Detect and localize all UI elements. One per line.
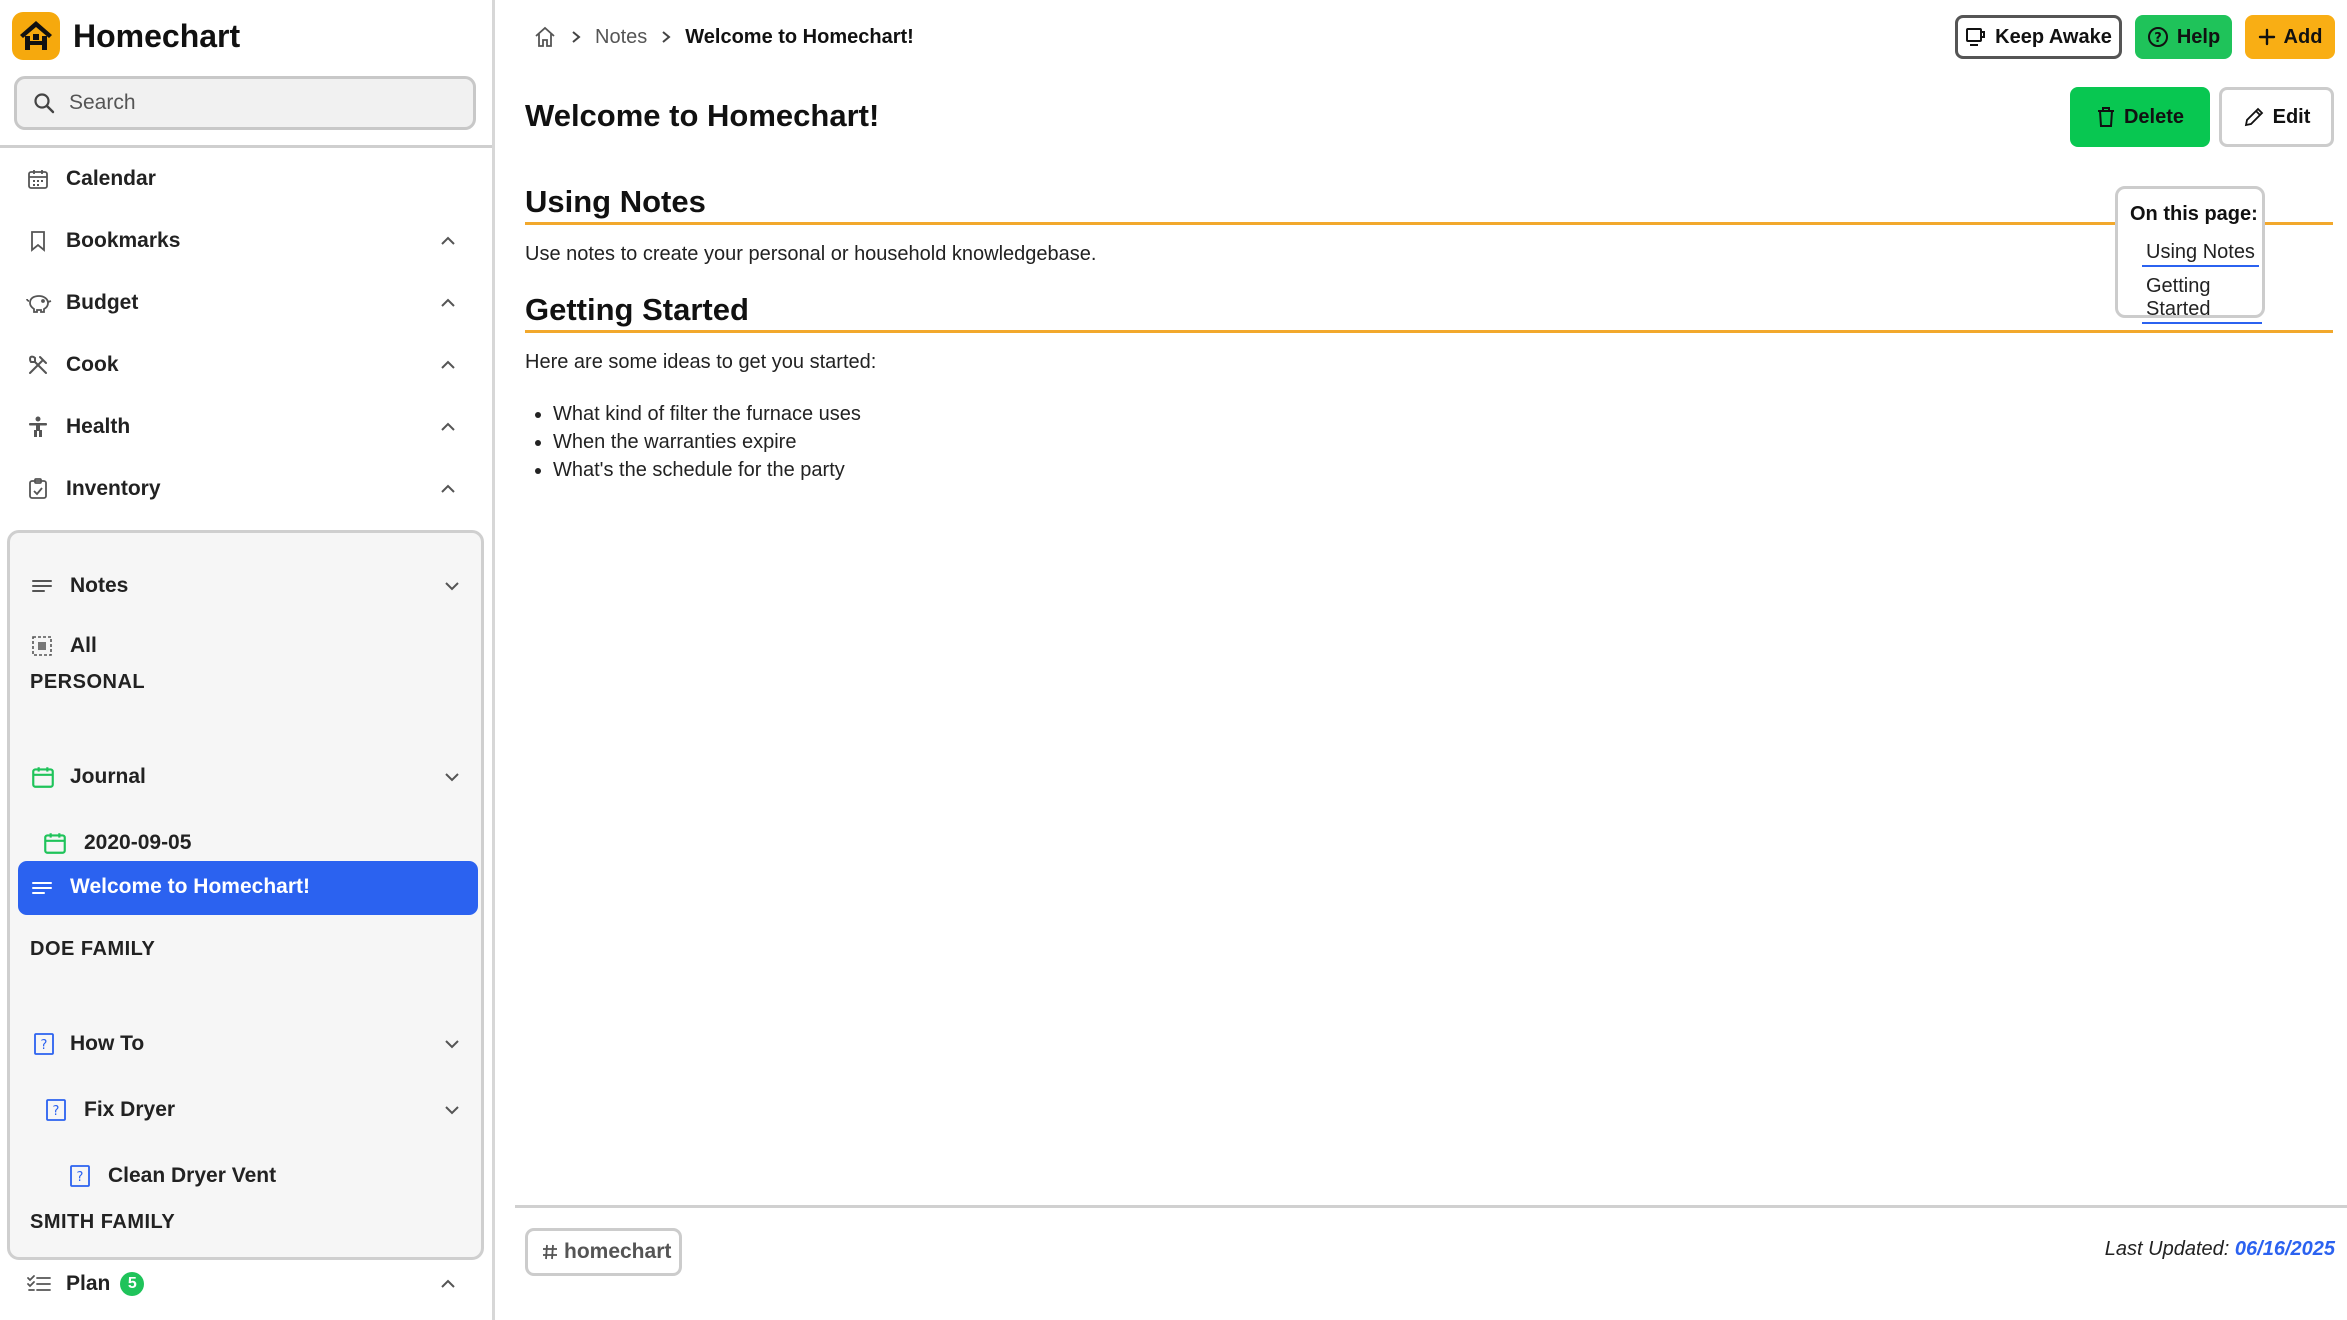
chevron-down-icon[interactable] xyxy=(442,767,462,787)
on-this-page-panel xyxy=(2115,186,2265,318)
lines-icon xyxy=(30,574,54,598)
delete-button[interactable] xyxy=(2070,87,2210,147)
sidebar-item-plan[interactable] xyxy=(0,1255,492,1313)
lines-icon xyxy=(30,876,54,900)
sidebar-item-inventory[interactable] xyxy=(0,460,492,518)
notes-item-welcome-active[interactable] xyxy=(18,861,478,915)
checklist-icon xyxy=(26,1272,52,1296)
question-book-icon xyxy=(32,1032,56,1056)
plus-icon xyxy=(2258,28,2276,46)
notes-item-fix-dryer[interactable] xyxy=(10,1083,481,1137)
help-button[interactable] xyxy=(2135,15,2232,59)
chevron-down-icon[interactable] xyxy=(442,1034,462,1054)
notes-section-personal: PERSONAL xyxy=(30,671,146,693)
home-icon[interactable] xyxy=(533,25,557,49)
plan-label: Plan xyxy=(66,1272,111,1295)
sidebar-item-health[interactable] xyxy=(0,398,492,456)
tag-chip[interactable] xyxy=(525,1228,682,1276)
active-note-label: Welcome to Homechart! xyxy=(70,875,310,898)
svg-text:?: ? xyxy=(2154,31,2162,46)
footer-divider xyxy=(515,1205,2347,1208)
how-to-label: How To xyxy=(70,1032,145,1055)
plan-label-wrap xyxy=(66,1272,144,1296)
add-button[interactable] xyxy=(2245,15,2335,59)
sidebar-item-label: Budget xyxy=(66,291,139,314)
toc-link-using-notes[interactable]: Using Notes xyxy=(2142,241,2259,267)
question-book-icon xyxy=(68,1164,92,1188)
person-icon xyxy=(26,415,50,439)
edit-label: Edit xyxy=(2272,105,2311,128)
pencil-icon xyxy=(2243,106,2265,128)
chevron-right-icon xyxy=(569,30,583,44)
page-title: Welcome to Homechart! xyxy=(525,98,880,133)
sidebar-item-label: Health xyxy=(66,415,131,438)
last-updated-date[interactable]: 06/16/2025 xyxy=(2234,1238,2335,1260)
sidebar-item-calendar[interactable] xyxy=(0,150,492,208)
plan-count-badge: 5 xyxy=(120,1272,144,1296)
notes-item-all[interactable] xyxy=(10,619,481,673)
list-item: • When the warranties expire xyxy=(553,428,861,456)
journal-entry-label: 2020-09-05 xyxy=(84,831,192,854)
sidebar-item-label: Bookmarks xyxy=(66,229,181,252)
notes-item-how-to[interactable] xyxy=(10,1017,481,1071)
select-all-icon xyxy=(30,634,54,658)
question-book-icon xyxy=(44,1098,68,1122)
homechart-logo-icon xyxy=(12,12,60,60)
section-text-using-notes: Use notes to create your personal or household knowledgebase. xyxy=(525,243,1097,265)
breadcrumb xyxy=(533,22,914,52)
chevron-right-icon xyxy=(659,30,673,44)
sidebar-item-notes[interactable] xyxy=(10,559,481,613)
notes-section-doe-family: DOE FAMILY xyxy=(30,938,156,960)
notes-tree-panel xyxy=(7,530,484,1260)
bookmark-icon xyxy=(26,229,50,253)
trash-icon xyxy=(2096,106,2116,128)
notes-item-journal[interactable] xyxy=(10,750,481,804)
utensils-icon xyxy=(26,353,50,377)
chevron-down-icon[interactable] xyxy=(442,1100,462,1120)
help-label: Help xyxy=(2176,25,2221,48)
keep-awake-label: Keep Awake xyxy=(1995,25,2112,48)
calendar-icon xyxy=(26,167,50,191)
calendar-icon xyxy=(42,830,68,856)
keep-awake-button[interactable] xyxy=(1955,15,2122,59)
tag-label: homechart xyxy=(564,1240,672,1263)
brand[interactable] xyxy=(12,12,240,60)
sidebar-item-label: Calendar xyxy=(66,167,156,190)
section-heading-using-notes: Using Notes xyxy=(525,184,2333,225)
section-text-getting-started: Here are some ideas to get you started: xyxy=(525,351,877,373)
add-label: Add xyxy=(2283,25,2323,48)
delete-label: Delete xyxy=(2123,105,2185,128)
brand-name: Homechart xyxy=(73,17,241,54)
sidebar-item-label: Inventory xyxy=(66,477,161,500)
search-input[interactable] xyxy=(67,90,451,116)
list-item: • What kind of filter the furnace uses xyxy=(553,400,861,428)
chevron-up-icon[interactable] xyxy=(438,355,458,375)
sidebar-item-bookmarks[interactable] xyxy=(0,212,492,270)
svg-text:?: ? xyxy=(52,1104,60,1119)
coffee-cup-icon xyxy=(1965,26,1987,48)
hashtag-icon xyxy=(542,1243,558,1261)
main-content xyxy=(495,0,2347,1320)
calendar-icon xyxy=(30,764,56,790)
sidebar-item-label: Cook xyxy=(66,353,119,376)
journal-label: Journal xyxy=(70,765,146,788)
section-heading-getting-started: Getting Started xyxy=(525,292,2333,333)
toc-link-getting-started[interactable]: Getting Started xyxy=(2142,275,2262,324)
edit-button[interactable] xyxy=(2219,87,2334,147)
list-item: • What's the schedule for the party xyxy=(553,456,861,484)
inventory-icon xyxy=(26,477,50,501)
svg-text:?: ? xyxy=(40,1038,48,1053)
chevron-up-icon[interactable] xyxy=(438,293,458,313)
help-circle-icon xyxy=(2147,26,2169,48)
last-updated-label: Last Updated: xyxy=(2104,1238,2230,1260)
sidebar xyxy=(0,0,495,1320)
breadcrumb-current: Welcome to Homechart! xyxy=(685,25,914,48)
chevron-up-icon[interactable] xyxy=(438,1274,458,1294)
notes-all-label: All xyxy=(70,634,97,657)
ideas-list xyxy=(525,400,861,484)
notes-label: Notes xyxy=(70,574,129,597)
sidebar-divider xyxy=(0,145,492,148)
notes-section-smith-family: SMITH FAMILY xyxy=(30,1211,176,1233)
svg-text:?: ? xyxy=(76,1170,84,1185)
clean-dryer-vent-label: Clean Dryer Vent xyxy=(108,1164,277,1187)
fix-dryer-label: Fix Dryer xyxy=(84,1098,176,1121)
search-box[interactable] xyxy=(14,76,476,130)
piggy-bank-icon xyxy=(26,291,52,315)
toc-title: On this page: xyxy=(2130,203,2258,225)
last-updated xyxy=(2105,1238,2335,1261)
sidebar-item-cook[interactable] xyxy=(0,336,492,394)
search-icon xyxy=(33,92,55,114)
chevron-down-icon[interactable] xyxy=(442,576,462,596)
chevron-up-icon[interactable] xyxy=(438,417,458,437)
notes-item-clean-dryer-vent[interactable] xyxy=(10,1149,481,1203)
breadcrumb-notes-link[interactable]: Notes xyxy=(595,25,648,48)
chevron-up-icon[interactable] xyxy=(438,479,458,499)
chevron-up-icon[interactable] xyxy=(438,231,458,251)
sidebar-item-budget[interactable] xyxy=(0,274,492,332)
